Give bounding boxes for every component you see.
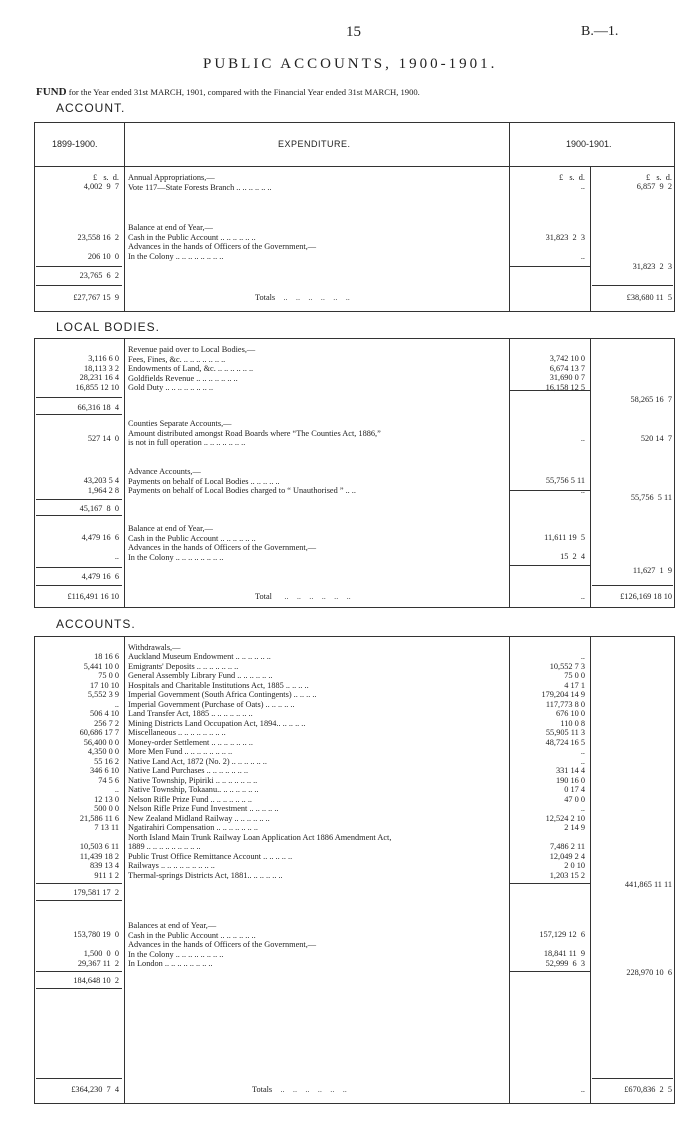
line: Goldfields Revenue .. .. .. .. .. .. .. [128,373,238,383]
amount: 45,167 8 0 [79,504,119,513]
amount: 527 14 0 [87,434,119,443]
amount: 346 6 10 [89,766,119,775]
line: In the Colony .. .. .. .. .. .. .. .. [128,552,224,562]
amount: 0 17 4 [564,785,585,794]
amount: 31,823 2 3 [545,233,585,242]
total: £116,491 16 10 [67,592,119,601]
withdrawal-left-amounts [36,652,119,880]
amount: .. [580,756,585,766]
amount: 17 10 10 [89,680,119,690]
amount: 441,865 11 11 [624,880,672,889]
amount: 43,203 5 4 [83,476,119,485]
line: Vote 117—State Forests Branch .. .. .. .. .. .. [128,182,272,192]
line: Ngatirahiri Compensation .. .. .. .. .. .. .. [128,823,258,832]
lsd-header: £ s. d. [558,173,585,182]
totals-label: Totals .. .. .. .. .. .. [252,1085,347,1094]
amount: 179,581 17 2 [73,888,119,897]
amount: 18,113 3 2 [84,363,119,373]
amount: 23,765 6 2 [79,271,119,280]
section-heading-local-bodies: LOCAL BODIES. [56,320,160,334]
line: Money-order Settlement .. .. .. .. .. .. .. [128,737,253,747]
amount: 179,204 14 9 [541,690,585,699]
line: Advances in the hands of Officers of the Government,— [128,242,317,251]
amount: 12 13 0 [94,794,119,804]
amount: 18 16 6 [94,652,119,661]
line: Advances in the hands of Officers of the Government,— [128,940,317,949]
line: In London .. .. .. .. .. .. .. .. [128,959,213,968]
line: Mining Districts Land Occupation Act, 1894.. .. .. .. .. [128,718,306,728]
amount: 7 13 11 [94,823,119,832]
total: £126,169 18 10 [620,592,672,601]
total: £364,230 7 4 [71,1085,119,1094]
amount: .. [580,182,585,191]
amount: 190 16 0 [555,775,585,785]
amount: 55 16 2 [94,756,119,766]
amount: 5,441 10 0 [83,661,119,671]
amount: 58,265 16 7 [630,395,672,404]
total-rule [36,585,122,586]
amount: 228,970 10 6 [626,968,672,977]
line: Payments on behalf of Local Bodies charged to “ Unauthorised ” .. .. [128,486,356,495]
amount: 75 0 0 [564,671,585,680]
amount: 3,742 10 0 [549,354,585,363]
line: Revenue paid over to Local Bodies,— [128,345,256,354]
rule [36,414,122,415]
line: Native Land Act, 1872 (No. 2) .. .. .. .. .. .. [128,756,267,766]
total-text: Total [255,592,272,601]
amount: 31,690 0 7 [549,373,585,382]
subtotal-rule [510,266,590,267]
line: Balances at end of Year,— [128,921,217,930]
amount: 75 0 0 [98,671,119,680]
amount: 55,905 11 3 [545,728,585,737]
amount: 3,116 6 0 [88,354,119,363]
line: Native Township, Tokaanu.. .. .. .. .. .. .. [128,785,259,794]
total-rule [592,585,673,586]
balance-lines [128,223,316,261]
withdrawal-lines [128,652,391,880]
line: Balance at end of Year,— [128,524,213,533]
amount: 11,439 18 2 [79,851,119,861]
line: Imperial Government (South Africa Contingents) .. .. .. .. [128,690,317,699]
line: Thermal-springs Districts Act, 1881.. .. .. .. .. .. [128,870,283,880]
amount: 10,552 7 3 [549,661,585,671]
amount: 1,500 0 0 [83,949,119,958]
amount: 839 13 4 [89,861,119,870]
page-number: 15 [346,24,361,40]
amount: 48,724 16 5 [545,737,585,747]
amount: .. [114,785,119,794]
subtotal-rule [36,567,122,568]
amount: 7,486 2 11 [550,842,585,851]
totals-text: Totals [252,1085,273,1094]
line: Native Land Purchases .. .. .. .. .. .. .. [128,766,249,775]
fund-label: FUND [36,86,67,98]
line: Amount distributed amongst Road Boards where “The Counties Act, 1886,” [128,428,381,438]
amount: 2 0 10 [564,861,585,870]
amount: 16,158 12 5 [545,382,585,392]
line: Cash in the Public Account .. .. .. .. .. .. [128,533,256,543]
line: North Island Main Trunk Railway Loan Application Act 1886 Amendment Act, [128,832,392,842]
col-divider [124,636,125,1104]
col-divider [590,636,591,1104]
amount: .. [580,747,585,756]
amount: 1,964 2 8 [87,485,119,495]
amount: .. [580,652,585,661]
line: Imperial Government (Purchase of Oats) .. .. .. .. .. [128,699,295,709]
amount: 74 5 6 [98,775,119,785]
subtotal-rule [510,565,590,566]
line: Land Transfer Act, 1885 .. .. .. .. .. .. .. [128,709,253,718]
revenue-left-amounts [36,354,119,392]
amount: 4 17 1 [564,680,585,690]
col-divider [590,166,591,312]
total: £27,767 15 9 [73,293,119,302]
col-divider [509,338,510,608]
total: £670,836 2 5 [624,1085,672,1094]
amount: 66,316 18 4 [77,403,119,412]
amount: 47 0 0 [564,794,585,804]
amount: 2 14 9 [564,823,585,832]
amount: 60,686 17 7 [79,728,119,737]
amount: .. [114,552,119,561]
amount: 153,780 19 0 [73,930,119,939]
revenue-mid-amounts [512,354,585,392]
amount: 157,129 12 6 [539,930,585,939]
subtotal-rule [510,883,590,884]
amount: 676 10 0 [555,709,585,718]
amount: .. [580,804,585,813]
section-heading-account: ACCOUNT. [56,101,126,115]
amount: 4,350 0 0 [87,747,119,756]
line: Gold Duty .. .. .. .. .. .. .. .. [128,383,214,392]
line: 1889 .. .. .. .. .. .. .. .. .. [128,842,201,851]
revenue-lines [128,345,255,393]
col-header-1900: 1900-1901. [566,139,612,149]
subtotal-rule [510,390,590,391]
amount: 1,203 15 2 [549,870,585,880]
line: Advance Accounts,— [128,467,201,476]
amount: 12,524 2 10 [545,813,585,823]
amount: 4,002 9 7 [83,182,119,191]
line: Cash in the Public Account .. .. .. .. .. .. [128,232,256,242]
col-divider [124,122,125,312]
total-rule [592,285,673,286]
col-divider [590,338,591,608]
line: Advances in the hands of Officers of the Government,— [128,543,317,552]
rule [36,988,122,989]
amount: 16,855 12 10 [75,382,119,392]
amount: 4,479 16 6 [81,572,119,581]
amount: 21,586 11 6 [79,813,119,823]
amount: 184,648 10 2 [73,976,119,985]
line: Endowments of Land, &c. .. .. .. .. .. .. [128,364,254,373]
totals-label: Totals .. .. .. .. .. .. [255,293,350,302]
fund-subtitle [36,86,420,98]
subtotal-rule [36,499,122,500]
amount: 23,558 16 2 [77,233,119,242]
amount: 11,627 1 9 [632,566,672,575]
amount: 331 14 4 [555,766,585,775]
amount: .. [580,592,585,601]
amount: 15 2 4 [560,552,585,561]
amount: 29,367 11 2 [77,958,119,968]
amount: 6,674 13 7 [549,363,585,373]
col-divider [509,636,510,1104]
balance-lines [128,524,316,562]
page-title: PUBLIC ACCOUNTS, 1900-1901. [203,56,498,72]
subtotal-rule [36,883,122,884]
fund-description: for the Year ended 31st MARCH, 1901, compared with the Financial Year ended 31st MARCH, 1900. [68,87,420,97]
amount: 4,479 16 6 [81,533,119,542]
header-rule [34,166,675,167]
line: Emigrants' Deposits .. .. .. .. .. .. .. [128,661,239,671]
appropriations-lines [128,173,272,192]
subtotal-rule [510,490,590,491]
line: New Zealand Midland Railway .. .. .. .. .. .. [128,813,270,823]
line: Annual Appropriations,— [128,173,215,182]
amount: 28,231 16 4 [79,373,119,382]
amount: .. [580,434,585,443]
amount: .. [114,699,119,709]
line: In the Colony .. .. .. .. .. .. .. .. [128,949,224,959]
amount: .. [580,252,585,261]
amount [36,833,119,843]
line: In the Colony .. .. .. .. .. .. .. .. [128,251,224,261]
line: Hospitals and Charitable Institutions Act, 1885 .. .. .. .. [128,680,309,690]
amount: 911 1 2 [94,870,119,880]
line: Miscellaneous .. .. .. .. .. .. .. .. [128,728,226,737]
amount: 11,611 19 5 [544,533,585,542]
total-rule [36,1078,122,1079]
line: General Assembly Library Fund .. .. .. .. .. .. [128,671,273,680]
subtotal-rule [36,397,122,398]
totals-text: Totals [255,293,276,302]
subtotal-rule [510,971,590,972]
withdrawals-heading: Withdrawals,— [128,643,181,652]
amount: 500 0 0 [94,804,119,813]
amount: .. [580,1085,585,1094]
amount: 520 14 7 [640,434,672,443]
amount: 256 7 2 [94,718,119,728]
advance-lines [128,467,356,496]
amount: 10,503 6 11 [79,842,119,851]
col-divider [124,338,125,608]
amount: 55,756 5 11 [545,476,585,485]
line: Nelson Rifle Prize Fund Investment .. .. .. .. .. [128,804,279,813]
line: Cash in the Public Account .. .. .. .. .. .. [128,930,256,940]
col-header-expenditure: EXPENDITURE. [278,139,351,149]
line: More Men Fund .. .. .. .. .. .. .. .. [128,747,233,756]
amount: .. [580,485,585,495]
advance-left-amounts [36,476,119,495]
counties-lines [128,419,381,448]
line: Auckland Museum Endowment .. .. .. .. .. .. [128,652,271,661]
amount: 5,552 3 9 [87,690,119,699]
total-label: Total .. .. .. .. .. .. [255,592,351,601]
amount: 55,756 5 11 [630,493,672,502]
line: Counties Separate Accounts,— [128,419,232,428]
line: Nelson Rifle Prize Fund .. .. .. .. .. .. .. [128,794,252,804]
amount: 56,400 0 0 [83,737,119,747]
line: Railways .. .. .. .. .. .. .. .. .. [128,861,215,870]
total-rule [36,285,122,286]
line: Fees, Fines, &c. .. .. .. .. .. .. .. [128,354,226,364]
line: Native Township, Pipiriki .. .. .. .. .. .. .. [128,775,258,785]
subtotal-rule [36,971,122,972]
report-reference: B.—1. [581,24,619,39]
amount: 31,823 2 3 [632,262,672,271]
amount: 117,773 8 0 [545,699,585,709]
amount: 506 4 10 [89,709,119,718]
section-heading-accounts: ACCOUNTS. [56,617,136,631]
amount [512,833,585,843]
amount: 206 10 0 [87,252,119,261]
subtotal-rule [36,266,122,267]
lsd-header: £ s. d. [645,173,672,182]
amount: 6,857 9 2 [636,182,672,191]
total-rule [592,1078,673,1079]
lsd-header: £ s. d. [92,173,119,182]
line: Balance at end of Year,— [128,223,213,232]
line: is not in full operation .. .. .. .. .. .. .. [128,438,246,447]
withdrawal-mid-amounts [512,652,585,880]
rule [36,900,122,901]
amount: 18,841 11 9 [543,949,585,958]
line: Public Trust Office Remittance Account .. .. .. .. .. [128,851,293,861]
amount: 52,999 6 3 [545,958,585,968]
rule [36,515,122,516]
col-header-1899: 1899-1900. [52,139,98,149]
advance-mid-amounts [512,476,585,495]
amount: 12,049 2 4 [549,851,585,861]
col-divider [509,122,510,312]
line: Payments on behalf of Local Bodies .. .. .. .. .. [128,476,280,486]
amount: 110 0 8 [560,718,585,728]
account-table [34,122,675,312]
balances-lines [128,921,316,969]
total: £38,680 11 5 [626,293,672,302]
